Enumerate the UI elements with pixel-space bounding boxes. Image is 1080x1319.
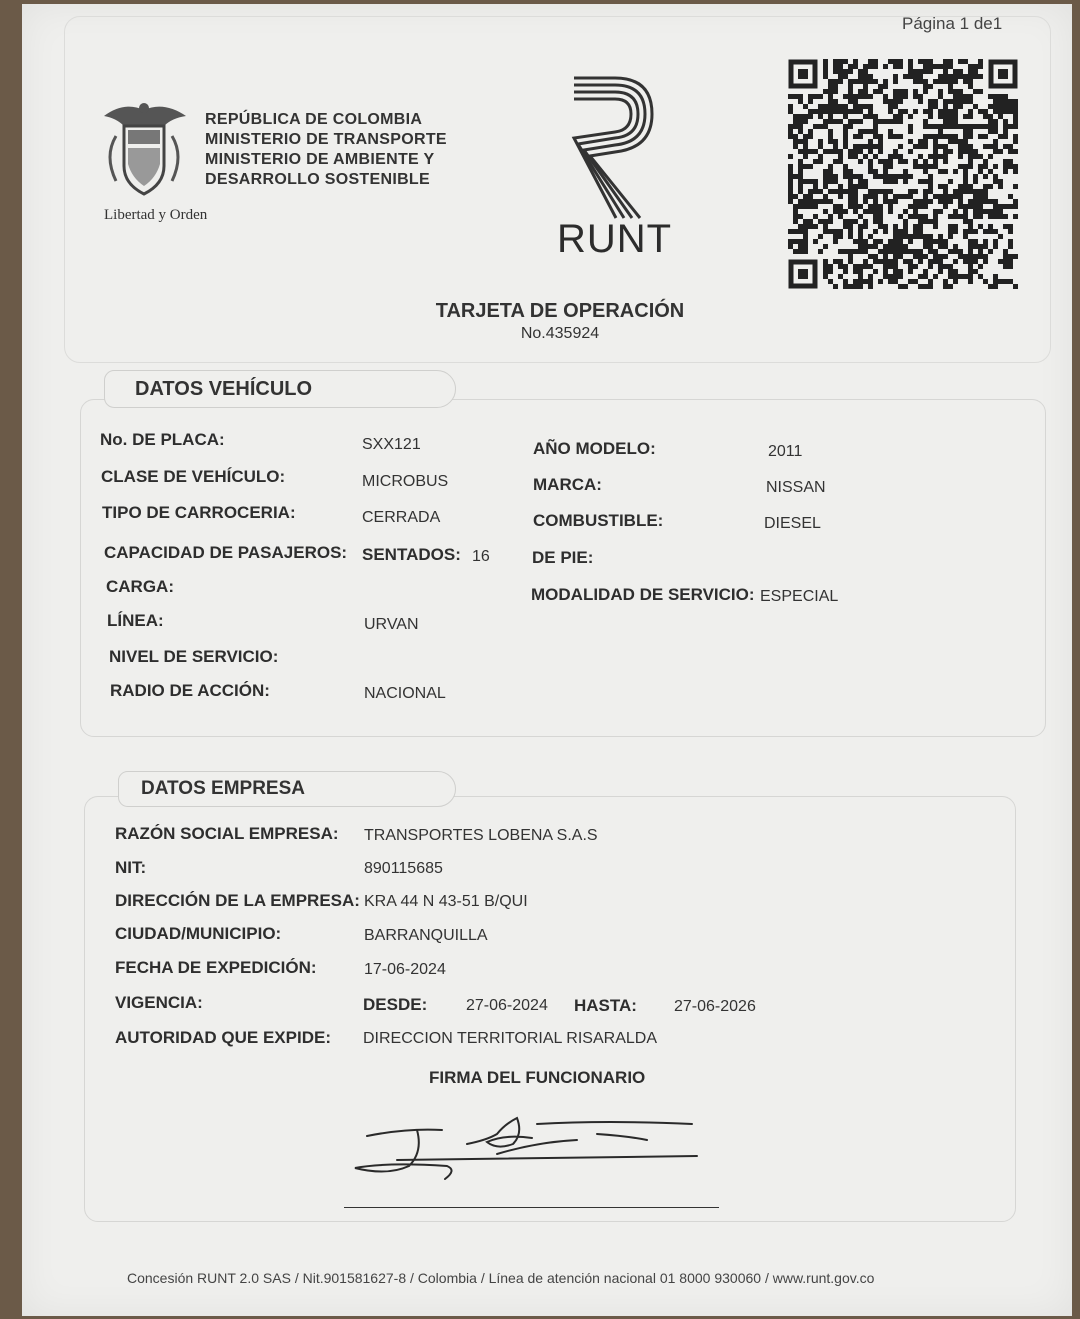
combustible-value: DIESEL [764, 515, 821, 532]
nivel-label: NIVEL DE SERVICIO: [109, 647, 279, 666]
fecha-label: FECHA DE EXPEDICIÓN: [115, 958, 317, 977]
sentados-label: SENTADOS: [362, 545, 461, 564]
document-number: No.435924 [520, 325, 600, 342]
anio-label: AÑO MODELO: [533, 439, 656, 458]
placa-value: SXX121 [362, 436, 421, 453]
coat-of-arms-icon [94, 96, 194, 206]
gov-line-3: MINISTERIO DE AMBIENTE Y [205, 151, 435, 168]
document-title: TARJETA DE OPERACIÓN [435, 300, 685, 322]
depie-label: DE PIE: [532, 548, 594, 567]
motto-text: Libertad y Orden [104, 207, 208, 223]
company-section-tab: DATOS EMPRESA [118, 771, 456, 807]
placa-label: No. DE PLACA: [100, 430, 225, 449]
gov-line-1: REPÚBLICA DE COLOMBIA [205, 111, 423, 128]
carroceria-value: CERRADA [362, 509, 441, 526]
ciudad-label: CIUDAD/MUNICIPIO: [115, 924, 282, 943]
gov-line-4: DESARROLLO SOSTENIBLE [205, 171, 430, 188]
runt-logo-text: RUNT [557, 217, 673, 261]
fecha-value: 17-06-2024 [364, 961, 446, 978]
footer-text: Concesión RUNT 2.0 SAS / Nit.901581627-8 / Colombia / Línea de atención nacional 01 8000 930060 / www.runt.gov.co [127, 1270, 875, 1286]
ciudad-value: BARRANQUILLA [364, 927, 488, 944]
autoridad-value: DIRECCION TERRITORIAL RISARALDA [363, 1030, 657, 1047]
direccion-value: KRA 44 N 43-51 B/QUI [364, 893, 528, 910]
combustible-label: COMBUSTIBLE: [533, 511, 664, 530]
carga-label: CARGA: [106, 577, 174, 596]
page-number: Página 1 de1 [902, 14, 1003, 33]
vehicle-section-tab: DATOS VEHÍCULO [104, 370, 456, 408]
capacidad-label: CAPACIDAD DE PASAJEROS: [104, 543, 348, 562]
anio-value: 2011 [768, 443, 803, 460]
nit-label: NIT: [115, 858, 147, 877]
razon-value: TRANSPORTES LOBENA S.A.S [364, 827, 598, 844]
modalidad-label: MODALIDAD DE SERVICIO: [531, 585, 755, 604]
linea-value: URVAN [364, 616, 419, 633]
qr-code-icon [788, 59, 1018, 289]
clase-value: MICROBUS [362, 473, 449, 490]
modalidad-value: ESPECIAL [760, 588, 839, 605]
nit-value: 890115685 [364, 860, 443, 877]
carroceria-label: TIPO DE CARROCERIA: [102, 503, 296, 522]
linea-label: LÍNEA: [107, 611, 164, 630]
signature-icon [347, 1104, 707, 1189]
signature-line [344, 1207, 719, 1208]
firma-label: FIRMA DEL FUNCIONARIO [429, 1068, 646, 1087]
hasta-label: HASTA: [574, 996, 637, 1015]
clase-label: CLASE DE VEHÍCULO: [101, 467, 286, 486]
autoridad-label: AUTORIDAD QUE EXPIDE: [115, 1028, 331, 1047]
radio-value: NACIONAL [364, 685, 446, 702]
desde-value: 27-06-2024 [466, 997, 548, 1014]
runt-logo-icon [570, 72, 660, 222]
marca-value: NISSAN [766, 479, 826, 496]
razon-label: RAZÓN SOCIAL EMPRESA: [115, 824, 339, 843]
direccion-label: DIRECCIÓN DE LA EMPRESA: [115, 891, 360, 910]
document-page [22, 4, 1072, 1316]
gov-line-2: MINISTERIO DE TRANSPORTE [205, 131, 447, 148]
sentados-value: 16 [472, 548, 490, 565]
desde-label: DESDE: [363, 995, 428, 1014]
hasta-value: 27-06-2026 [674, 998, 756, 1015]
marca-label: MARCA: [533, 475, 602, 494]
radio-label: RADIO DE ACCIÓN: [110, 681, 270, 700]
government-heading [205, 110, 447, 190]
vigencia-label: VIGENCIA: [115, 993, 203, 1012]
